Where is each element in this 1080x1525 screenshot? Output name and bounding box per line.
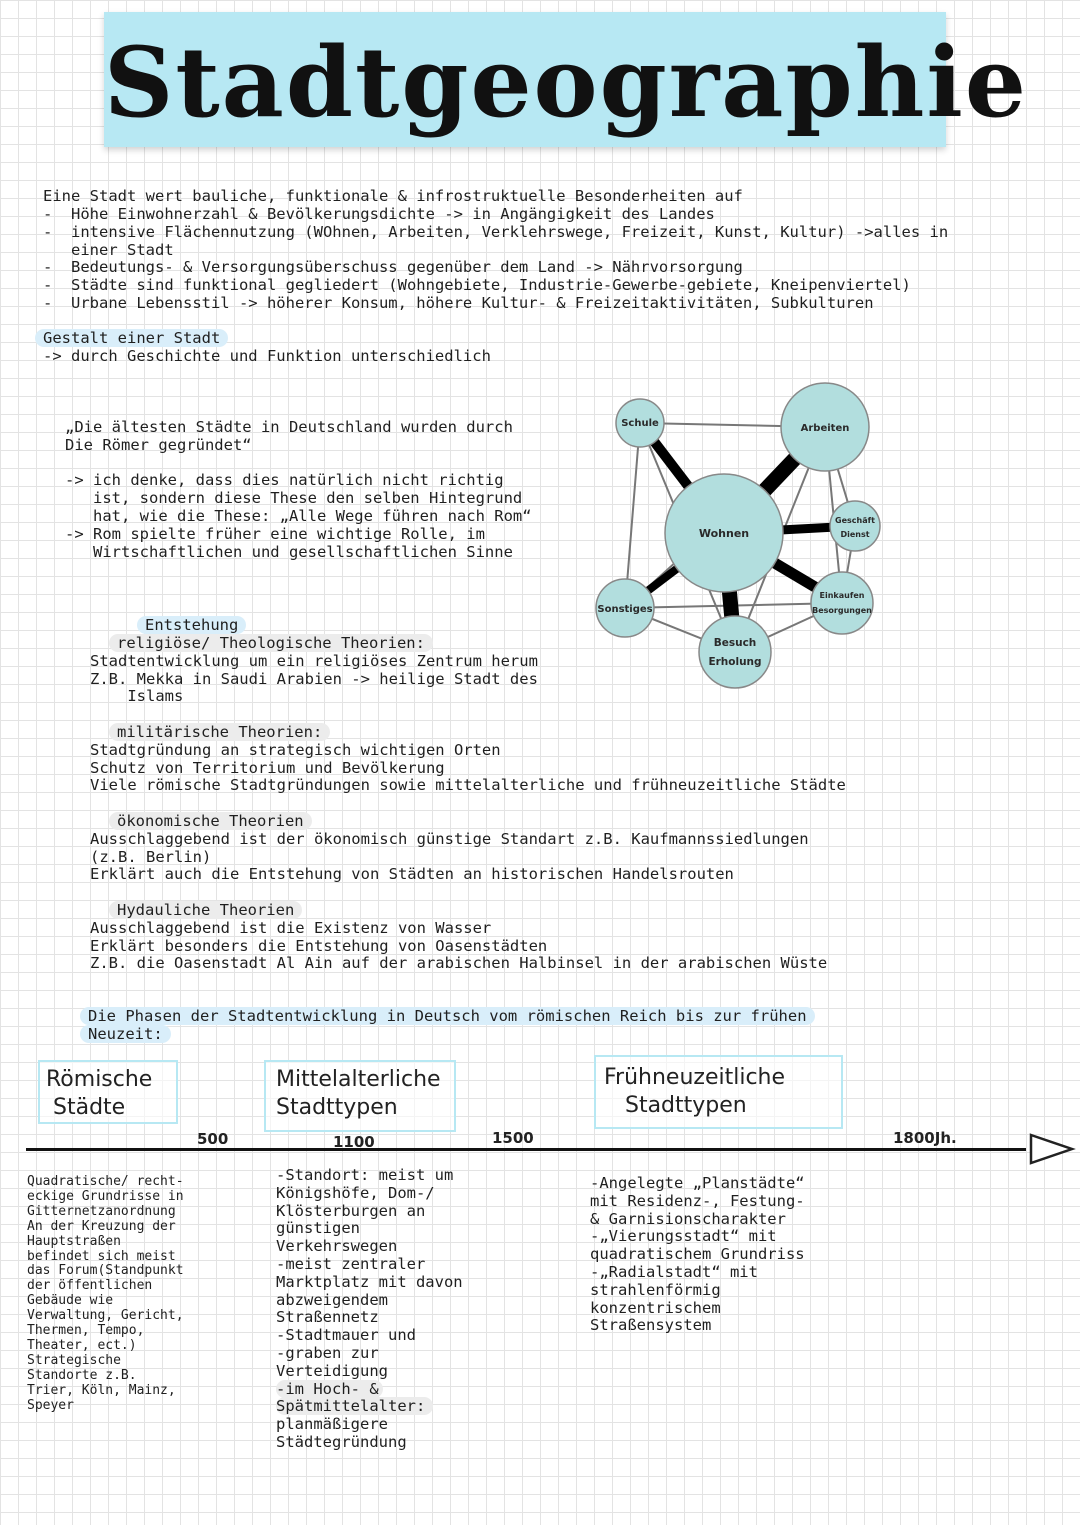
reflection-line: -> ich denke, dass dies natürlich nicht richtig xyxy=(65,471,504,490)
tick-1500: 1500 xyxy=(492,1129,534,1147)
intro-bullet: - Bedeutungs- & Versorgungsüberschuss gegenüber dem Land -> Nährvorsorgung xyxy=(43,258,743,277)
era-label-roman: Römische Städte xyxy=(46,1067,153,1120)
desc-line: befindet sich meist xyxy=(27,1248,176,1264)
desc-line: An der Kreuzung der xyxy=(27,1218,176,1234)
desc-line: Speyer xyxy=(27,1397,74,1413)
desc-line: das Forum(Standpunkt xyxy=(27,1263,184,1279)
label-einkaufen: Einkaufen xyxy=(819,591,865,600)
desc-line: abzweigendem xyxy=(276,1290,388,1309)
quote-block xyxy=(65,419,532,561)
desc-line: Trier, Köln, Mainz, xyxy=(27,1382,176,1398)
desc-line: Hauptstraßen xyxy=(27,1233,121,1249)
desc-line: -im Hoch- & xyxy=(276,1381,463,1399)
desc-line: Straßennetz xyxy=(276,1308,379,1327)
tick-1100: 1100 xyxy=(333,1133,375,1151)
node-einkaufen xyxy=(811,572,873,634)
intro-bullet: - Höhe Einwohnerzahl & Bevölkerungsdichte -> in Angängigkeit des Landes xyxy=(43,205,715,223)
theory-line: Z.B. die Oasenstadt Al Ain auf der arabischen Halbinsel in der arabischen Wüste xyxy=(90,954,828,973)
theory-hydraulic xyxy=(90,902,827,973)
desc-line: Standorte z.B. xyxy=(27,1367,137,1383)
reflection-line: hat, wie die These: „Alle Wege führen nach Rom“ xyxy=(65,506,532,525)
desc-line: planmäßigere xyxy=(276,1415,388,1434)
desc-line: -Stadtmauer und xyxy=(276,1326,416,1345)
desc-line: -„Radialstadt“ mit xyxy=(590,1262,758,1281)
reflection-line: ist, sondern diese These den selben Hintegrund xyxy=(65,489,523,508)
theory-line: Ausschlaggebend ist die Existenz von Wasser xyxy=(90,918,492,937)
desc-line: Verkehrswegen xyxy=(276,1237,398,1256)
desc-line: Verteidigung xyxy=(276,1361,388,1380)
desc-line: mit Residenz-, Festung- xyxy=(590,1191,805,1210)
tick-1800: 1800Jh. xyxy=(893,1129,957,1147)
desc-line: Marktplatz mit davon xyxy=(276,1272,463,1291)
label-erholung: Erholung xyxy=(708,656,762,668)
intro-heading: Eine Stadt wert bauliche, funktionale & infrostruktuelle Besonderheiten auf xyxy=(43,187,743,205)
gestalt-text: -> durch Geschichte und Funktion unterschiedlich xyxy=(43,347,491,365)
quote-line: Die Römer gegründet“ xyxy=(65,435,252,454)
desc-line: strahlenförmig xyxy=(590,1280,721,1299)
theory-line: Erklärt auch die Entstehung von Städten an historischen Handelsrouten xyxy=(90,865,734,884)
label-sonstiges: Sonstiges xyxy=(597,604,653,615)
theory-line: Ausschlaggebend ist der ökonomisch günstige Standart z.B. Kaufmannssiedlungen xyxy=(90,829,809,848)
theory-religious xyxy=(90,635,538,706)
city-function-diagram xyxy=(585,378,885,700)
intro-bullet-continuation: einer Stadt xyxy=(71,240,174,259)
theory-line: Islams xyxy=(90,687,184,706)
theory-military xyxy=(90,724,846,795)
theory-title: Hydauliche Theorien xyxy=(90,902,827,920)
entstehung-heading: Entstehung xyxy=(137,617,246,635)
reflection-line: -> Rom spielte früher eine wichtige Rolle, im xyxy=(65,524,485,543)
gestalt-heading: Gestalt einer Stadt xyxy=(35,330,228,348)
desc-line: -Angelegte „Planstädte“ xyxy=(590,1174,805,1192)
label-besuch: Besuch xyxy=(713,637,757,649)
desc-line: günstigen xyxy=(276,1219,360,1238)
desc-line: -graben zur xyxy=(276,1343,379,1362)
theory-line: Erklärt besonders die Entstehung von Oasenstädten xyxy=(90,936,548,955)
quote-line: „Die ältesten Städte in Deutschland wurden durch xyxy=(65,418,513,436)
reflection-line: Wirtschaftlichen und gesellschaftlichen Sinne xyxy=(65,542,513,561)
desc-line: -meist zentraler xyxy=(276,1254,426,1273)
intro-bullet: - Städte sind funktional gegliedert (Wohngebiete, Industrie-Gewerbe-gebiete, Kneipenviertel) xyxy=(43,276,911,295)
desc-medieval xyxy=(276,1167,463,1452)
tick-500: 500 xyxy=(197,1130,229,1148)
desc-line: Straßensystem xyxy=(590,1316,712,1335)
intro-bullet: - intensive Flächennutzung (WOhnen, Arbeiten, Verklehrswege, Freizeit, Kunst, Kultur) ->alles in xyxy=(43,222,949,241)
label-dienst: Dienst xyxy=(840,530,870,539)
desc-line: Klösterburgen an xyxy=(276,1201,426,1220)
theory-title: ökonomische Theorien xyxy=(90,813,809,831)
theory-title: religiöse/ Theologische Theorien: xyxy=(90,635,538,653)
theory-line: Stadtentwicklung um ein religiöses Zentrum herum xyxy=(90,651,538,670)
desc-line: Theater, ect.) xyxy=(27,1337,137,1353)
theory-title: militärische Theorien: xyxy=(90,724,846,742)
era-label-early-modern: Frühneuzeitliche Stadttypen xyxy=(604,1065,786,1118)
desc-early-modern xyxy=(590,1175,805,1335)
phasen-heading-line: Neuzeit: xyxy=(80,1026,815,1044)
desc-line: Städtegründung xyxy=(276,1432,407,1451)
intro-bullet-list xyxy=(43,206,948,313)
desc-line: eckige Grundrisse in xyxy=(27,1188,184,1204)
desc-line: Gitternetzanordnung xyxy=(27,1203,176,1219)
phasen-heading xyxy=(80,1008,815,1044)
desc-line: Königshöfe, Dom-/ xyxy=(276,1183,435,1202)
theory-line: (z.B. Berlin) xyxy=(90,847,212,866)
label-arbeiten: Arbeiten xyxy=(800,423,850,434)
phasen-heading-line: Die Phasen der Stadtentwicklung in Deutsch vom römischen Reich bis zur frühen xyxy=(80,1008,815,1026)
desc-line: konzentrischem xyxy=(590,1298,721,1317)
desc-line: Gebäude wie xyxy=(27,1293,114,1309)
desc-line: Verwaltung, Gericht, xyxy=(27,1308,184,1324)
desc-line: der öffentlichen xyxy=(27,1278,153,1294)
desc-line: Strategische xyxy=(27,1352,121,1368)
label-geschaeft: Geschäft xyxy=(835,516,875,525)
theory-line: Z.B. Mekka in Saudi Arabien -> heilige Stadt des xyxy=(90,669,538,688)
label-besorgungen: Besorgungen xyxy=(812,606,872,615)
desc-line: quadratischem Grundriss xyxy=(590,1245,805,1264)
theory-economic xyxy=(90,813,809,884)
spacer xyxy=(65,455,532,473)
theory-line: Viele römische Stadtgründungen sowie mittelalterliche und frühneuzeitliche Städte xyxy=(90,776,846,795)
theory-line: Stadtgründung an strategisch wichtigen Orten xyxy=(90,740,501,759)
timeline-axis xyxy=(26,1148,1026,1151)
desc-line: -„Vierungsstadt“ mit xyxy=(590,1227,777,1246)
node-besuch xyxy=(699,616,771,688)
desc-roman xyxy=(27,1175,184,1414)
node-geschaeft xyxy=(830,501,880,551)
desc-line: Quadratische/ recht- xyxy=(27,1174,184,1189)
theory-line: Schutz von Territorium und Bevölkerung xyxy=(90,758,445,777)
page-title: Stadtgeographie xyxy=(104,26,1028,139)
desc-line: & Garnisionscharakter xyxy=(590,1209,786,1228)
desc-line: -Standort: meist um xyxy=(276,1166,454,1184)
timeline-arrow-icon xyxy=(1028,1132,1076,1166)
intro-bullet: - Urbane Lebensstil -> höherer Konsum, höhere Kultur- & Freizeitaktivitäten, Subkulturen xyxy=(43,293,874,312)
era-label-medieval: Mittelalterliche Stadttypen xyxy=(276,1067,441,1120)
desc-line: Thermen, Tempo, xyxy=(27,1323,145,1339)
desc-line: Spätmittelalter: xyxy=(276,1398,463,1416)
label-wohnen: Wohnen xyxy=(698,527,750,540)
label-schule: Schule xyxy=(621,418,659,429)
